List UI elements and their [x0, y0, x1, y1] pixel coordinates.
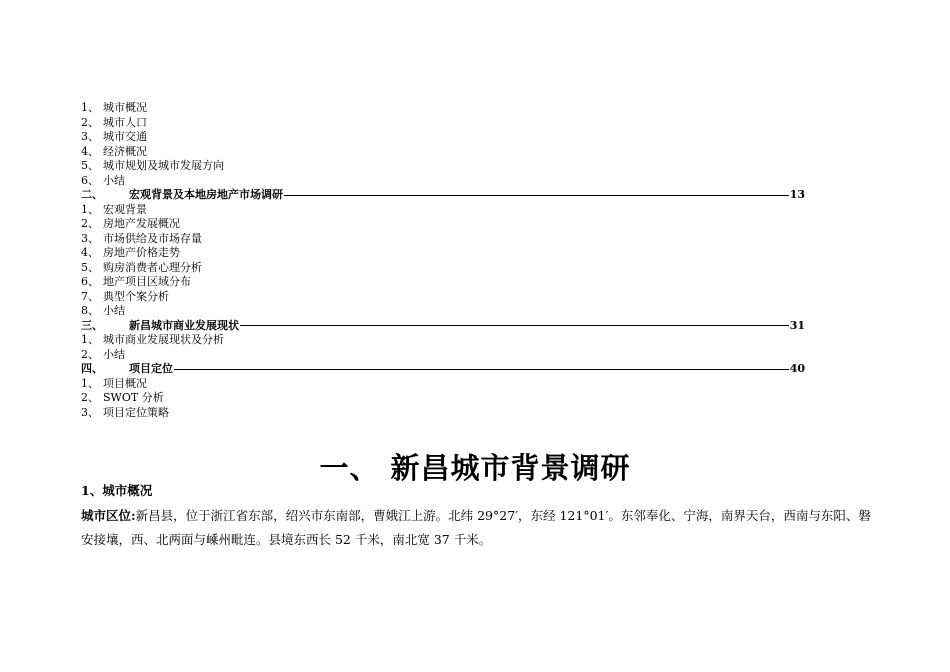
toc-item-number: 6、	[81, 173, 99, 187]
toc-item-label: 经济概况	[103, 144, 147, 158]
toc-item-number: 8、	[81, 304, 99, 317]
toc-item-number: 1、	[81, 202, 99, 216]
toc-item-label: 房地产发展概况	[103, 217, 180, 230]
toc-item-label: 城市商业发展现状及分析	[103, 333, 224, 346]
toc-item-number: 2、	[81, 217, 99, 230]
toc-item[interactable]	[81, 217, 805, 232]
intro-text: 新昌县，位于浙江省东部，绍兴市东南部，曹娥江上游。北纬 29°27′，东经 121°01′。东邻奉化、宁海，南界天台，西南与东阳、磐安接壤，西、北两面与嵊州毗连。县境东西长 52 千米，南北宽 37 千米。	[81, 508, 871, 547]
toc-item-number: 3、	[81, 130, 99, 143]
toc-item[interactable]	[81, 406, 805, 421]
toc-section-3[interactable]	[81, 319, 805, 334]
toc-section-number: 四、	[81, 362, 103, 375]
toc-item[interactable]	[81, 261, 805, 276]
toc-page-number: 40	[789, 362, 805, 375]
toc-leader-line	[284, 195, 789, 196]
toc-item-label: 宏观背景	[103, 202, 147, 216]
chapter-heading: 一、 新昌城市背景调研	[319, 451, 631, 485]
toc-item[interactable]	[81, 101, 805, 116]
toc-item[interactable]	[81, 275, 805, 290]
toc-item[interactable]	[81, 333, 805, 348]
toc-section-4[interactable]	[81, 362, 805, 377]
toc-page-number: 31	[789, 318, 805, 332]
toc-item-number: 3、	[81, 405, 99, 419]
toc-item-number: 4、	[81, 144, 99, 158]
toc-item-number: 2、	[81, 391, 99, 404]
toc-item-label: 城市规划及城市发展方向	[103, 159, 224, 172]
toc-group-3	[81, 333, 805, 362]
intro-paragraph	[81, 504, 871, 552]
intro-label: 城市区位:	[81, 508, 136, 523]
toc-item[interactable]	[81, 246, 805, 261]
toc-item-number: 1、	[81, 376, 99, 390]
table-of-contents	[81, 101, 805, 420]
toc-page-number: 13	[789, 188, 805, 201]
toc-section-2[interactable]	[81, 188, 805, 203]
toc-section-number: 三、	[81, 318, 103, 332]
toc-item[interactable]	[81, 391, 805, 406]
toc-item-label: 房地产价格走势	[103, 246, 180, 259]
toc-group-1	[81, 101, 805, 188]
toc-item[interactable]	[81, 232, 805, 247]
toc-item-number: 3、	[81, 231, 99, 245]
toc-section-title: 宏观背景及本地房地产市场调研	[129, 188, 283, 201]
toc-section-title: 新昌城市商业发展现状	[129, 318, 239, 332]
toc-item-label: 小结	[103, 173, 125, 187]
toc-group-4	[81, 377, 805, 421]
toc-leader-line	[240, 325, 789, 326]
toc-item-number: 6、	[81, 275, 99, 288]
toc-item[interactable]	[81, 145, 805, 160]
toc-item-label: 城市人口	[103, 115, 147, 129]
toc-item-label: 城市交通	[103, 130, 147, 143]
toc-item[interactable]	[81, 377, 805, 392]
toc-item[interactable]	[81, 159, 805, 174]
toc-item-number: 2、	[81, 115, 99, 129]
toc-item-number: 7、	[81, 289, 99, 303]
toc-item-number: 2、	[81, 347, 99, 361]
toc-item-label: 项目概况	[103, 376, 147, 390]
toc-leader-line	[174, 369, 789, 370]
toc-item-label: 小结	[103, 347, 125, 361]
toc-item-label: 小结	[103, 304, 125, 317]
toc-item-label: 购房消费者心理分析	[103, 260, 202, 274]
toc-item-number: 5、	[81, 159, 99, 172]
toc-group-2	[81, 203, 805, 319]
toc-item[interactable]	[81, 174, 805, 189]
toc-item-label: 市场供给及市场存量	[103, 231, 202, 245]
toc-item[interactable]	[81, 304, 805, 319]
toc-item-number: 1、	[81, 333, 99, 346]
toc-item-number: 5、	[81, 260, 99, 274]
section-heading: 1、城市概况	[81, 483, 153, 498]
toc-item[interactable]	[81, 348, 805, 363]
toc-item-label: 城市概况	[103, 101, 147, 114]
toc-section-title: 项目定位	[129, 362, 173, 375]
toc-item[interactable]	[81, 203, 805, 218]
toc-item[interactable]	[81, 116, 805, 131]
toc-item-label: 地产项目区域分布	[103, 275, 191, 288]
toc-item[interactable]	[81, 290, 805, 305]
toc-item-number: 1、	[81, 101, 99, 114]
toc-item-label: 典型个案分析	[103, 289, 169, 303]
toc-section-number: 二、	[81, 188, 103, 201]
toc-item[interactable]	[81, 130, 805, 145]
toc-item-label: SWOT 分析	[103, 391, 164, 404]
toc-item-label: 项目定位策略	[103, 405, 169, 419]
toc-item-number: 4、	[81, 246, 99, 259]
